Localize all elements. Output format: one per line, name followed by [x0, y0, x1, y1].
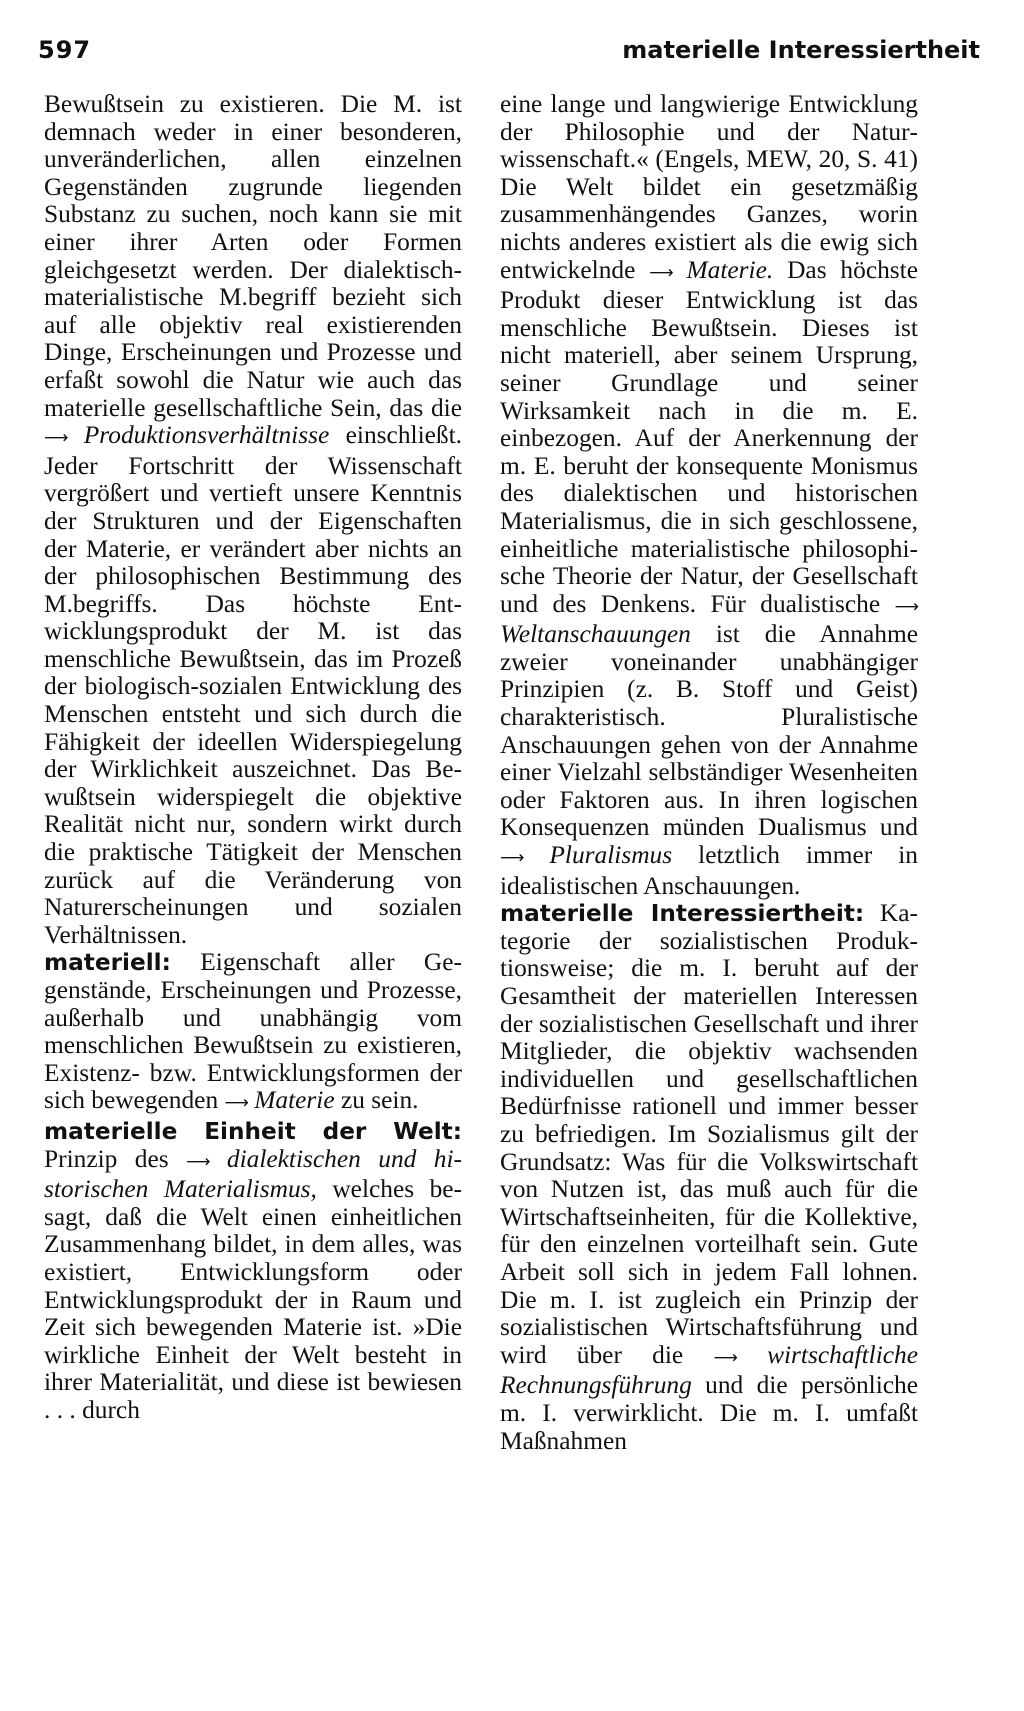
- cross-reference-arrow-icon: ⟶: [186, 1151, 210, 1172]
- entry-materiell: [44, 949, 462, 1118]
- cross-reference-wirtschaftliche-rechnungsfuehrung[interactable]: wirtschaftliche Rechnungsführung: [500, 1340, 918, 1400]
- text-segment: Bewußtsein zu existieren. Die M. ist demnach weder in einer besonderen, unveränderlichen, allen einzelnen Gegenständen zugrunde liegenden Substanz zu suchen, noch kann sie mit einer ihrer Arten oder Formen gleichgesetzt werden. Der dialektisch-materialistische M.begriff bezieht sich auf alle objektiv real existierenden Dinge, Erscheinungen und Prozesse und erfaßt sowohl die Natur wie auch das materielle gesellschaftliche Sein, das die: [44, 90, 462, 422]
- text-segment: ist die Annahme zweier voneinander unabhängiger Prinzipien (z. B. Stoff und Geist) charakteristisch. Pluralistische Anschauungen gehen von der Annahme einer Vielzahl selbständiger Wesenheiten oder Faktoren aus. In ihren logischen Konsequenzen münden Dualismus und: [500, 620, 918, 842]
- cross-reference-weltanschauungen[interactable]: Weltanschauungen: [500, 620, 691, 649]
- cross-reference-arrow-icon: ⟶: [894, 596, 918, 617]
- cross-reference-materie[interactable]: Materie: [254, 1086, 335, 1115]
- cross-reference-arrow-icon: ⟶: [500, 848, 524, 869]
- text-segment: und die persönliche m. I. verwirklicht. Die m. I. umfaßt Maßnahmen: [500, 1371, 918, 1455]
- cross-reference-arrow-icon: ⟶: [649, 262, 673, 283]
- text-segment: Eigenschaft aller Gegenstände, Erscheinungen und Prozesse, außerhalb und unabhängig vom menschlichen Bewußtsein zu existieren, Existenz- bzw. Entwicklungsformen der sich bewegenden: [44, 948, 462, 1115]
- entry-einheit-continuation: [500, 91, 918, 900]
- running-title: materielle Interessiertheit: [622, 36, 980, 64]
- lemma-materielle-einheit-der-welt: materielle Einheit der Welt:: [44, 1117, 462, 1145]
- cross-reference-dialektischer-materialismus[interactable]: dialektischen und historischen Materialismus,: [44, 1144, 462, 1204]
- left-column: [44, 91, 462, 1425]
- lemma-materiell: materiell:: [44, 949, 171, 977]
- text-segment: Das höchste Produkt dieser Entwicklung ist das menschliche Bewußtsein. Dieses ist nicht materiell, aber seinem Ursprung, seiner Grundlage und seiner Wirksamkeit nach in die m. E. einbezogen. Auf der Anerkennung der m. E. beruht der konsequente Monismus des dialektischen und historischen Materialismus, die in sich geschlossene, einheitliche materialistische philosophische Theorie der Natur, der Gesellschaft und des Denkens. Für dualistische: [500, 255, 918, 618]
- entry-materielle-einheit-der-welt: [44, 1118, 462, 1425]
- cross-reference-produktionsverhaeltnisse[interactable]: Produktionsverhältnisse: [83, 421, 330, 450]
- cross-reference-arrow-icon: ⟶: [44, 428, 68, 449]
- text-segment: Prinzip des: [44, 1144, 187, 1173]
- page-number: 597: [38, 36, 92, 64]
- entry-materie-continuation: [44, 91, 462, 949]
- text-segment: letztlich immer in idealistischen Anschauungen.: [500, 841, 918, 900]
- cross-reference-materie[interactable]: Materie.: [686, 255, 774, 284]
- text-segment: einschließt. Jeder Fortschritt der Wissenschaft vergrößert und vertieft unsere Kenntnis der Strukturen und der Eigenschaften der Materie, er verändert aber nichts an der philosophischen Bestimmung des M.begriffs. Das höchste Entwicklungsprodukt der M. ist das menschliche Bewußtsein, das im Prozeß der biologisch-sozialen Entwicklung des Menschen entsteht und sich durch die Fähigkeit der ideellen Widerspiegelung der Wirklichkeit auszeichnet. Das Bewußtsein widerspiegelt die objektive Realität nicht nur, sondern wirkt durch die praktische Tätigkeit der Menschen zurück auf die Veränderung von Naturerscheinungen und sozialen Verhältnissen.: [44, 421, 462, 949]
- text-segment: welches besagt, daß die Welt einen einheitlichen Zusammenhang bildet, in dem alles, was existiert, Entwicklungsform oder Entwicklungsprodukt der in Raum und Zeit sich bewegenden Materie ist. »Die wirkliche Einheit der Welt besteht in ihrer Materialität, und diese ist bewiesen . . . durch: [44, 1175, 463, 1424]
- right-column: [500, 91, 918, 1455]
- text-segment: Kategorie der sozialistischen Produktionsweise; die m. I. beruht auf der Gesamtheit der materiellen Interessen der sozialistischen Gesellschaft und ihrer Mitglieder, die objektiv wachsenden individuellen und gesellschaftlichen Bedürfnisse rationell und immer besser zu befriedigen. Im Sozialismus gilt der Grundsatz: Was für die Volkswirtschaft von Nutzen ist, das muß auch für die Wirtschaftseinheiten, für die Kollektive, für den einzelnen vorteilhaft sein. Gute Arbeit soll sich in jedem Fall lohnen. Die m. I. ist zugleich ein Prinzip der sozialistischen Wirtschaftsführung und wird über die: [500, 899, 918, 1369]
- entry-materielle-interessiertheit: [500, 900, 918, 1455]
- cross-reference-arrow-icon: ⟶: [713, 1347, 737, 1368]
- cross-reference-pluralismus[interactable]: Pluralismus: [549, 841, 673, 870]
- running-head: [38, 36, 980, 70]
- lemma-materielle-interessiertheit: materielle Interessiertheit:: [500, 900, 865, 928]
- cross-reference-arrow-icon: ⟶: [224, 1093, 248, 1114]
- text-segment: zu sein.: [334, 1086, 419, 1115]
- text-segment: eine lange und langwierige Entwicklung der Philosophie und der Naturwissenschaft.« (Engels, MEW, 20, S. 41) Die Welt bildet ein gesetzmäßig zusammenhängendes Ganzes, worin nichts anderes existiert als die ewig sich entwickelnde: [500, 90, 918, 284]
